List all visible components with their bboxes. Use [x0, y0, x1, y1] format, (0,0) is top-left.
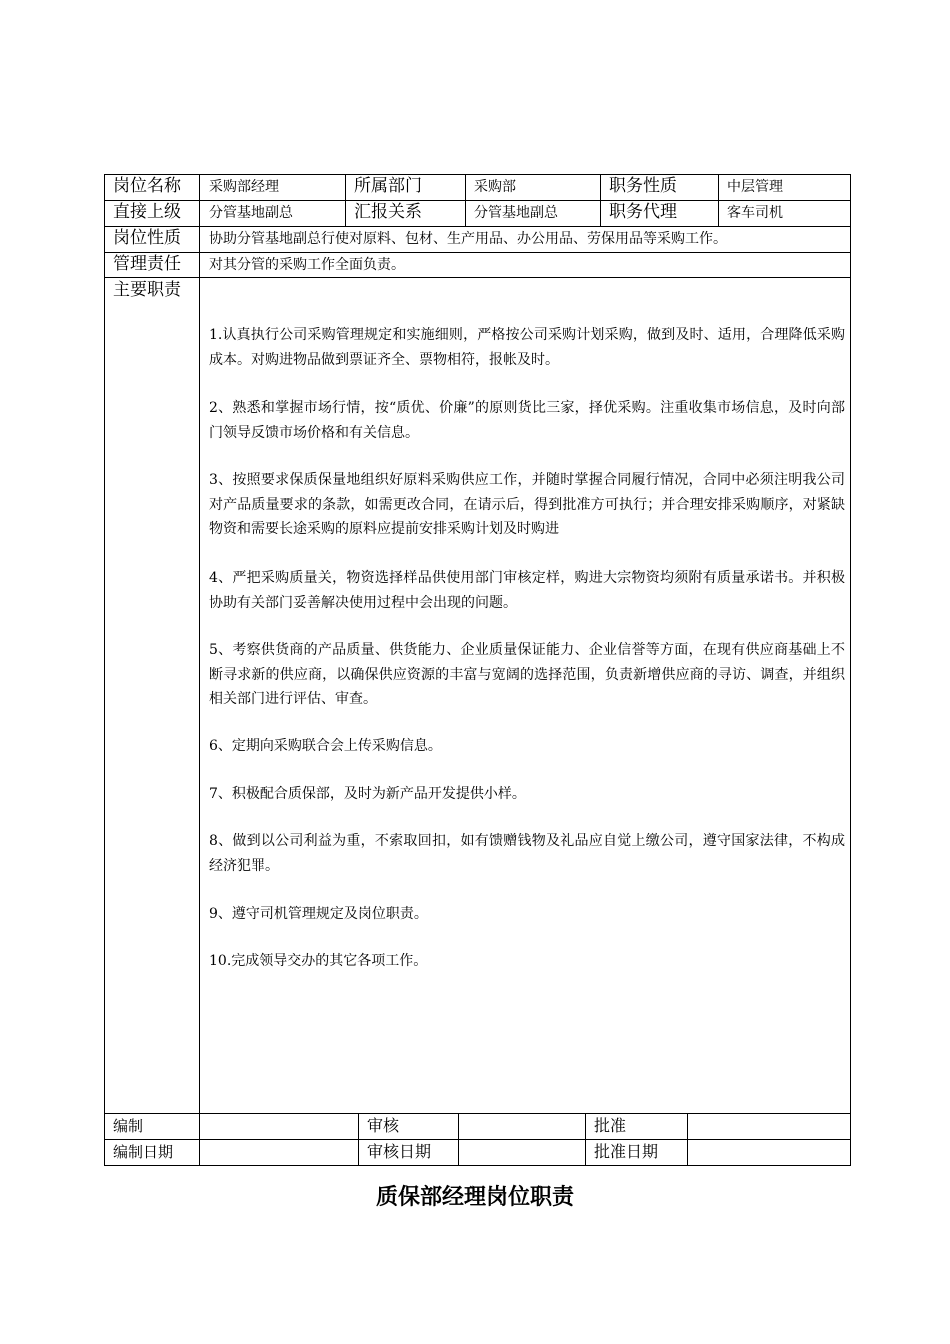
responsibility-value: 对其分管的采购工作全面负责。	[209, 257, 405, 273]
superior-label: 直接上级	[113, 202, 181, 222]
duty-item: 7、积极配合质保部，及时为新产品开发提供小样。	[209, 786, 526, 802]
nature-label: 岗位性质	[113, 228, 181, 248]
nature-value: 协助分管基地副总行使对原料、包材、生产用品、办公用品、劳保用品等采购工作。	[209, 231, 727, 247]
duty-item: 10.完成领导交办的其它各项工作。	[209, 953, 428, 969]
department-label: 所属部门	[354, 176, 422, 196]
deputy-value: 客车司机	[727, 205, 783, 221]
reporting-label: 汇报关系	[354, 202, 422, 222]
department-value: 采购部	[474, 179, 516, 195]
reviewed-date-label: 审核日期	[367, 1142, 432, 1161]
duty-item: 9、遵守司机管理规定及岗位职责。	[209, 906, 428, 922]
duty-item: 6、定期向采购联合会上传采购信息。	[209, 738, 442, 754]
duty-item: 3、按照要求保质保量地组织好原料采购供应工作，并随时掌握合同履行情况，合同中必须注明我公司对产品质量要求的条款，如需更改合同，在请示后，得到批准方可执行；并合理安排采购顺序，对紧缺物资和需要长途采购的原料应提前安排采购计划及时购进	[209, 472, 845, 537]
approved-by-label: 批准	[594, 1116, 627, 1135]
job-title-value: 采购部经理	[209, 179, 279, 195]
responsibility-label: 管理责任	[113, 254, 181, 274]
prepared-date-label: 编制日期	[113, 1143, 174, 1161]
duty-item: 2、熟悉和掌握市场行情，按“质优、价廉”的原则货比三家，择优采购。注重收集市场信息，及时向部门领导反馈市场价格和有关信息。	[209, 400, 845, 441]
prepared-by-label: 编制	[113, 1117, 144, 1135]
approved-date-label: 批准日期	[594, 1142, 659, 1161]
reviewed-by-label: 审核	[367, 1116, 400, 1135]
reporting-value: 分管基地副总	[474, 205, 558, 221]
duty-item: 8、做到以公司利益为重，不索取回扣，如有馈赠钱物及礼品应自觉上缴公司，遵守国家法律，不构成经济犯罪。	[209, 833, 845, 874]
position-type-label: 职务性质	[609, 176, 677, 196]
duty-item: 4、严把采购质量关，物资选择样品供使用部门审核定样，购进大宗物资均须附有质量承诺书。并积极协助有关部门妥善解决使用过程中会出现的问题。	[209, 570, 845, 611]
duty-item: 5、考察供货商的产品质量、供货能力、企业质量保证能力、企业信誉等方面，在现有供应商基础上不断寻求新的供应商，以确保供应资源的丰富与宽阔的选择范围，负责新增供应商的寻访、调查，并组织相关部门进行评估、审查。	[209, 642, 845, 707]
deputy-label: 职务代理	[609, 202, 677, 222]
position-type-value: 中层管理	[727, 179, 783, 195]
superior-value: 分管基地副总	[209, 205, 293, 221]
job-title-label: 岗位名称	[113, 176, 181, 196]
next-section-title: 质保部经理岗位职责	[375, 1184, 574, 1210]
duties-label: 主要职责	[113, 280, 181, 300]
duty-item: 1.认真执行公司采购管理规定和实施细则，严格按公司采购计划采购，做到及时、适用，合理降低采购成本。对购进物品做到票证齐全、票物相符，报帐及时。	[209, 327, 845, 368]
